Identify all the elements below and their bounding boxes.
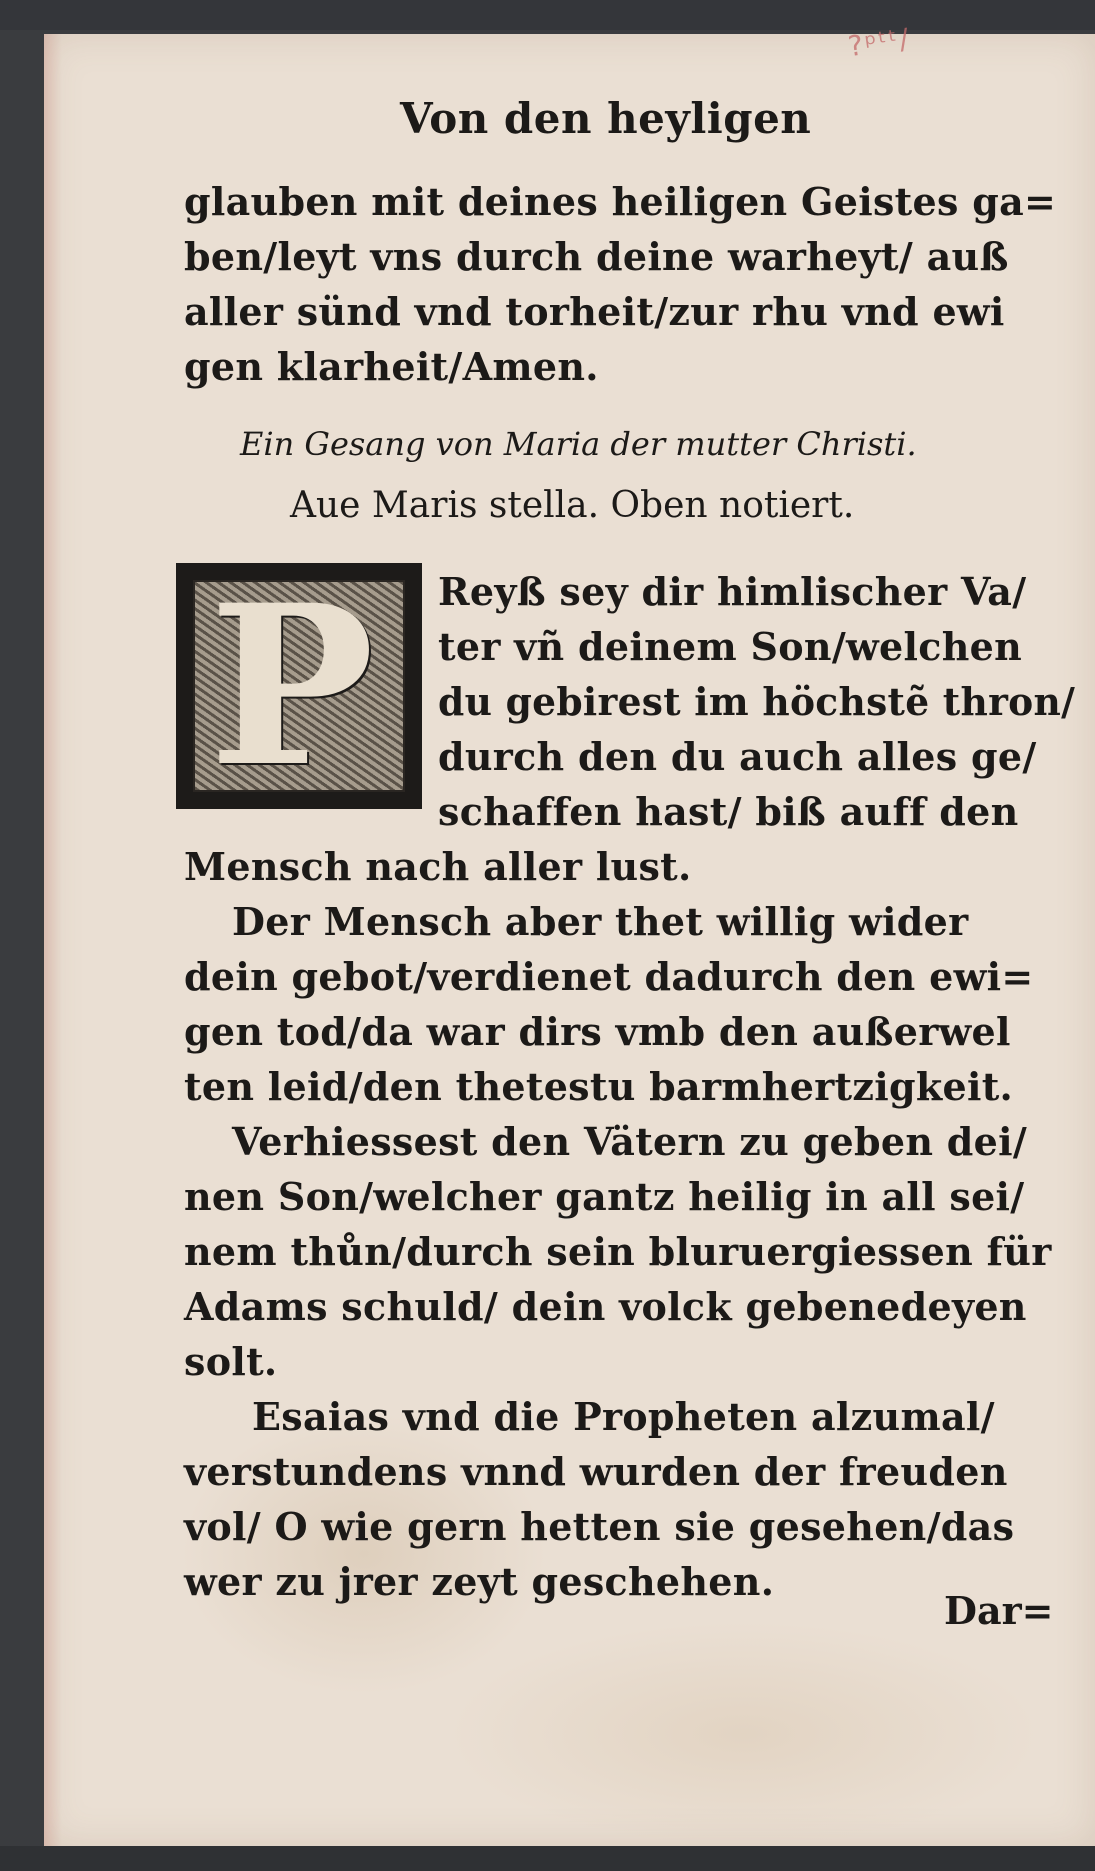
song-title: Ein Gesang von Maria der mutter Christi.	[240, 425, 917, 463]
text-line: Der Mensch aber thet willig wider	[232, 899, 969, 944]
text-line: glauben mit deines heiligen Geistes ga=	[184, 179, 1057, 224]
text-line: Mensch nach aller lust.	[184, 844, 692, 889]
text-line: solt.	[184, 1339, 278, 1384]
catchword: Dar=	[944, 1588, 1054, 1633]
text-line: gen klarheit/Amen.	[184, 344, 599, 389]
text-line: du gebirest im höchstẽ thron/	[438, 679, 1076, 724]
running-head: Von den heyligen	[400, 94, 812, 143]
text-line: ben/leyt vns durch deine warheyt/ auß	[184, 234, 1009, 279]
text-line: Reyß sey dir himlischer Va/	[438, 569, 1027, 614]
text-line: gen tod/da war dirs vmb den außerwel	[184, 1009, 1011, 1054]
text-line: nen Son/welcher gantz heilig in all sei/	[184, 1174, 1025, 1219]
text-line: vol/ O wie gern hetten sie gesehen/das	[184, 1504, 1015, 1549]
margin-note: ?ᵖᵗᵗ/	[846, 21, 913, 64]
text-line: ter vñ deinem Son/welchen	[438, 624, 1023, 669]
text-line: ten leid/den thetestu barmhertzigkeit.	[184, 1064, 1014, 1109]
text-line: verstundens vnnd wurden der freuden	[184, 1449, 1008, 1494]
scan-bottom-border	[0, 1846, 1095, 1871]
text-line: durch den du auch alles ge/	[438, 734, 1037, 779]
text-line: Adams schuld/ dein volck gebenedeyen	[184, 1284, 1027, 1329]
text-line: nem thůn/durch sein bluruergiessen für	[184, 1229, 1052, 1274]
initial-letter: P	[209, 556, 375, 815]
text-line: Esaias vnd die Propheten alzumal/	[252, 1394, 995, 1439]
scan-top-border	[0, 0, 1095, 30]
text-line: aller sünd vnd torheit/zur rhu vnd ewi	[184, 289, 1005, 334]
text-line: Verhiessest den Vätern zu geben dei/	[232, 1119, 1028, 1164]
text-line: dein gebot/verdienet dadurch den ewi=	[184, 954, 1034, 999]
decorated-initial	[176, 556, 422, 815]
text-line: wer zu jrer zeyt geschehen.	[184, 1559, 775, 1604]
song-subtitle: Aue Maris stella. Oben notiert.	[290, 485, 855, 526]
text-line: schaffen hast/ biß auff den	[438, 789, 1019, 834]
